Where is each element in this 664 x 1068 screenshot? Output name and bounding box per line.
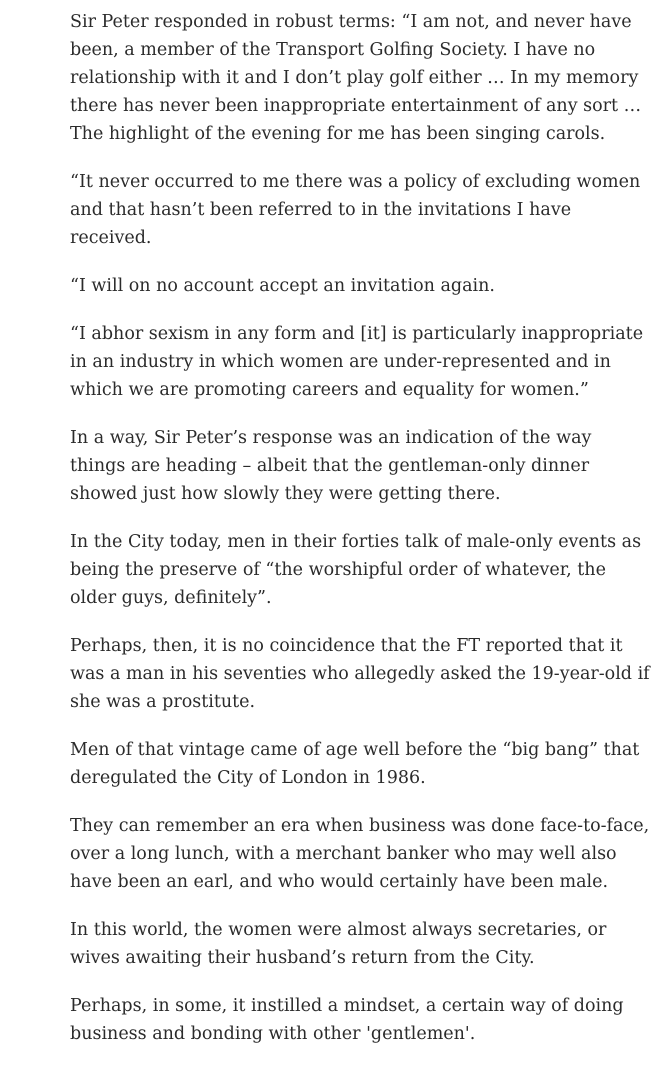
article-paragraph: “I abhor sexism in any form and [it] is particularly inappropriate in an industry in which women are under-represented and in which we are promoting careers and equality for women.” <box>70 324 644 400</box>
article-paragraph: Men of that vintage came of age well before the “big bang” that deregulated the City of London in 1986. <box>70 740 640 788</box>
article-paragraph: They can remember an era when business was done face-to-face, over a long lunch, with a merchant banker who may well also have been an earl, and who would certainly have been male. <box>70 816 650 892</box>
article-paragraph: In this world, the women were almost always secretaries, or wives awaiting their husband’s return from the City. <box>70 920 607 968</box>
article-paragraph: “I will on no account accept an invitation again. <box>70 276 495 296</box>
article-paragraph: Sir Peter responded in robust terms: “I am not, and never have been, a member of the Transport Golfing Society. I have no relationship with it and I don’t play golf either … In my memory there has never been inappropriate entertainment of any sort … The highlight of the evening for me has been singing carols. <box>70 12 642 144</box>
article-paragraph: “It never occurred to me there was a policy of excluding women and that hasn’t been referred to in the invitations I have received. <box>70 172 641 248</box>
article-paragraph: In a way, Sir Peter’s response was an indication of the way things are heading – albeit that the gentleman-only dinner showed just how slowly they were getting there. <box>70 428 592 504</box>
article-paragraph: Perhaps, in some, it instilled a mindset, a certain way of doing business and bonding with other 'gentlemen'. <box>70 996 624 1044</box>
article-body <box>70 8 650 1068</box>
article-paragraph: Perhaps, then, it is no coincidence that the FT reported that it was a man in his seventies who allegedly asked the 19-year-old if she was a prostitute. <box>70 636 650 712</box>
article-paragraph: In the City today, men in their forties talk of male-only events as being the preserve of “the worshipful order of whatever, the older guys, definitely”. <box>70 532 642 608</box>
